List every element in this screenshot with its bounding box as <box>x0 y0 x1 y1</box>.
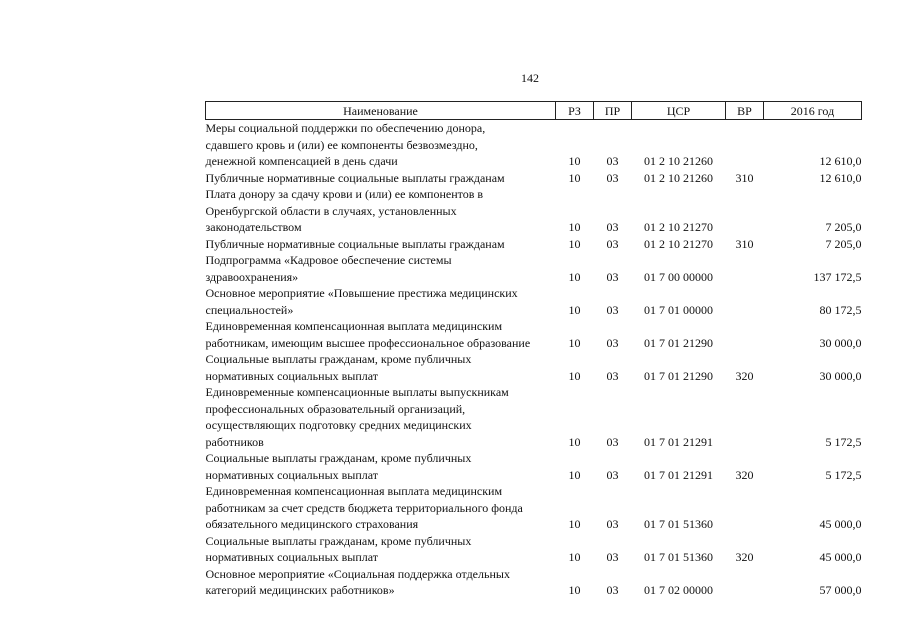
row-amount: 5 172,5 <box>825 467 862 482</box>
table-row <box>206 186 862 236</box>
row-name-line: обязательного медицинского страхования <box>205 517 419 531</box>
row-csr: 01 2 10 21260 <box>644 154 713 168</box>
header-year: 2016 год <box>764 102 862 120</box>
row-name <box>206 351 556 384</box>
row-vr <box>726 285 764 318</box>
row-amount: 80 172,5 <box>819 302 862 317</box>
row-name-line: Подпрограмма «Кадровое обеспечение системы <box>205 253 452 267</box>
row-name-line: Социальные выплаты гражданам, кроме публичных <box>205 451 472 465</box>
table-row <box>206 252 862 285</box>
row-name-line: работникам за счет средств бюджета территориального фонда <box>205 500 523 515</box>
row-rz: 10 <box>568 269 581 284</box>
row-pr: 03 <box>606 335 619 350</box>
row-vr <box>726 384 764 450</box>
row-vr: 320 <box>735 368 754 383</box>
row-amount: 7 205,0 <box>825 220 862 234</box>
row-amount: 7 205,0 <box>825 236 862 251</box>
header-name: Наименование <box>206 102 556 120</box>
row-vr <box>726 120 764 170</box>
row-name <box>206 236 556 253</box>
row-csr: 01 7 01 51360 <box>644 517 713 531</box>
row-name-line: категорий медицинских работников» <box>205 583 395 597</box>
row-name-line: профессиональных образовательный организаций, <box>205 401 466 416</box>
row-rz: 10 <box>568 434 581 449</box>
row-name <box>206 533 556 566</box>
row-name-line: Единовременная компенсационная выплата медицинским <box>205 319 503 333</box>
table-row <box>206 285 862 318</box>
row-name-line: специальностей» <box>205 302 294 317</box>
row-pr: 03 <box>606 269 619 284</box>
row-name-line: сдавшего кровь и (или) ее компоненты безвозмездно, <box>205 137 478 152</box>
row-pr: 03 <box>606 434 619 449</box>
row-name-line: Меры социальной поддержки по обеспечению донора, <box>205 121 486 135</box>
row-name <box>206 566 556 599</box>
table-row <box>206 351 862 384</box>
row-rz: 10 <box>568 550 581 564</box>
row-name <box>206 120 556 170</box>
row-name-line: нормативных социальных выплат <box>205 467 379 482</box>
row-vr <box>726 483 764 533</box>
table-row <box>206 236 862 253</box>
row-vr <box>726 318 764 351</box>
row-name <box>206 384 556 450</box>
row-pr: 03 <box>606 550 619 564</box>
row-pr: 03 <box>606 302 619 317</box>
row-csr: 01 7 01 21290 <box>644 368 713 383</box>
header-pr: ПР <box>594 102 632 120</box>
table-row <box>206 170 862 187</box>
header-csr: ЦСР <box>632 102 726 120</box>
row-name-line: Публичные нормативные социальные выплаты гражданам <box>205 236 505 251</box>
row-pr: 03 <box>606 368 619 383</box>
row-rz: 10 <box>568 583 581 597</box>
table-row <box>206 533 862 566</box>
row-vr: 310 <box>735 236 754 251</box>
row-pr: 03 <box>606 467 619 482</box>
row-amount: 57 000,0 <box>819 583 862 597</box>
row-csr: 01 7 01 51360 <box>644 550 713 564</box>
row-rz: 10 <box>568 220 581 234</box>
row-rz: 10 <box>568 517 581 531</box>
row-name-line: Социальные выплаты гражданам, кроме публичных <box>205 352 472 366</box>
row-name <box>206 483 556 533</box>
row-pr: 03 <box>606 583 619 597</box>
row-csr: 01 7 01 21291 <box>644 467 713 482</box>
row-name-line: законодательством <box>205 220 302 234</box>
header-vr: ВР <box>726 102 764 120</box>
row-amount: 5 172,5 <box>825 434 862 449</box>
row-name-line: Основное мероприятие «Повышение престижа медицинских <box>205 286 518 300</box>
row-rz: 10 <box>568 368 581 383</box>
row-name-line: Единовременная компенсационная выплата медицинским <box>205 484 503 498</box>
row-name-line: здравоохранения» <box>205 269 299 284</box>
row-amount: 30 000,0 <box>819 368 862 383</box>
row-name-line: Оренбургской области в случаях, установленных <box>205 203 457 218</box>
row-name <box>206 285 556 318</box>
row-name-line: работникам, имеющим высшее профессиональное образование <box>205 335 531 350</box>
row-csr: 01 7 01 21290 <box>644 335 713 350</box>
row-name <box>206 252 556 285</box>
row-name-line: Плата донору за сдачу крови и (или) ее компонентов в <box>205 187 484 201</box>
row-name-line: Основное мероприятие «Социальная поддержка отдельных <box>205 566 510 581</box>
row-csr: 01 2 10 21270 <box>644 236 713 251</box>
row-csr: 01 7 00 00000 <box>644 269 713 284</box>
row-rz: 10 <box>568 170 581 185</box>
table-row <box>206 483 862 533</box>
row-name <box>206 186 556 236</box>
row-csr: 01 7 02 00000 <box>644 583 713 597</box>
row-name-line: денежной компенсацией в день сдачи <box>205 154 398 168</box>
row-amount: 45 000,0 <box>819 550 862 564</box>
row-name <box>206 170 556 187</box>
row-amount: 137 172,5 <box>813 269 862 284</box>
table-row <box>206 566 862 599</box>
row-rz: 10 <box>568 467 581 482</box>
row-name-line: осуществляющих подготовку средних медицинских <box>205 418 472 432</box>
row-name-line: нормативных социальных выплат <box>205 550 379 564</box>
row-vr: 310 <box>735 170 754 185</box>
row-pr: 03 <box>606 154 619 168</box>
row-name-line: нормативных социальных выплат <box>205 368 379 383</box>
row-amount: 30 000,0 <box>819 335 862 350</box>
row-pr: 03 <box>606 517 619 531</box>
row-name-line: работников <box>205 434 264 449</box>
row-name-line: Социальные выплаты гражданам, кроме публичных <box>205 533 472 548</box>
row-csr: 01 7 01 00000 <box>644 302 713 317</box>
table-body <box>206 120 862 599</box>
row-vr: 320 <box>735 467 754 482</box>
row-name <box>206 450 556 483</box>
row-rz: 10 <box>568 236 581 251</box>
row-csr: 01 2 10 21270 <box>644 220 713 234</box>
row-rz: 10 <box>568 335 581 350</box>
row-vr <box>726 186 764 236</box>
row-pr: 03 <box>606 236 619 251</box>
header-rz: РЗ <box>556 102 594 120</box>
row-rz: 10 <box>568 154 581 168</box>
budget-table <box>205 101 862 599</box>
row-name <box>206 318 556 351</box>
table-row <box>206 318 862 351</box>
table-row <box>206 120 862 170</box>
row-vr <box>726 566 764 599</box>
table-row <box>206 450 862 483</box>
row-csr: 01 7 01 21291 <box>644 434 713 449</box>
row-name-line: Единовременные компенсационные выплаты выпускникам <box>205 385 509 399</box>
row-amount: 12 610,0 <box>819 170 862 185</box>
row-csr: 01 2 10 21260 <box>644 170 713 185</box>
row-vr: 320 <box>735 550 754 564</box>
row-vr <box>726 252 764 285</box>
page-number: 142 <box>521 71 539 85</box>
row-pr: 03 <box>606 220 619 234</box>
row-pr: 03 <box>606 170 619 185</box>
row-amount: 12 610,0 <box>819 154 862 168</box>
row-rz: 10 <box>568 302 581 317</box>
table-row <box>206 384 862 450</box>
row-amount: 45 000,0 <box>819 517 862 531</box>
table-header-row <box>206 102 862 120</box>
row-name-line: Публичные нормативные социальные выплаты гражданам <box>205 170 505 185</box>
